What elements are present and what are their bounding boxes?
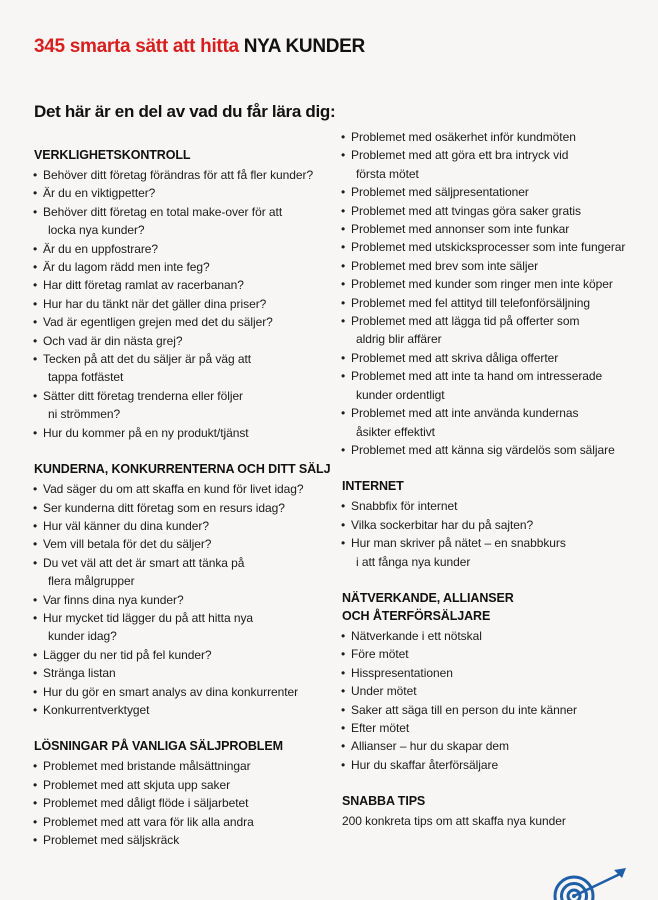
section-heading-line: KUNDERNA, KONKURRENTERNA OCH DITT SÄLJ [34,462,331,477]
list-item [342,294,642,312]
section-heading [34,737,334,755]
section-continued [342,128,642,459]
list-item-text: Hur du gör en smart analys av dina konkurrenter [43,684,299,699]
list-item-text: Är du en viktigpetter? [43,186,156,201]
tips-text: 200 konkreta tips om att skaffa nya kunder [342,814,566,829]
list-item [34,313,334,331]
list-item-text: Ser kunderna ditt företag som en resurs idag? [43,500,285,515]
list-item-text-continued: flera målgrupper [48,574,135,589]
section-heading-line: NÄTVERKANDE, ALLIANSER [342,590,514,605]
list-item-text: Vilka sockerbitar har du på sajten? [351,517,534,532]
list-item-text: Problemet med att göra ett bra intryck vid [351,148,569,163]
list-item [342,719,642,737]
list-item-text: Problemet med att tvingas göra saker gratis [351,203,581,218]
list-item-text: Under mötet [351,684,417,699]
list-item-text: Problemet med säljpresentationer [351,185,529,200]
list-item [342,275,642,293]
list-item-text: Hur du kommer på en ny produkt/tjänst [43,425,249,440]
list-item [34,350,334,387]
list-item-text: Problemet med att skriva dåliga offerter [351,350,559,365]
list-item-text: Och vad är din nästa grej? [43,333,183,348]
section-heading [342,477,642,495]
list-item [34,813,334,831]
list-item [34,203,334,240]
left-column [34,146,334,867]
list-item-text: Behöver ditt företag förändras för att få fler kunder? [43,168,314,182]
list-item [342,534,642,571]
section-heading [34,460,334,478]
list-item-text: Problemet med utskicksprocesser som inte fungerar [351,240,626,255]
list-item-text: Var finns dina nya kunder? [43,592,184,607]
list-item [342,497,642,515]
list-item-text: Sätter ditt företag trenderna eller följer [43,388,244,403]
section-verklighetskontroll [34,146,334,442]
list-item [34,499,334,517]
list-item [342,146,642,183]
list-item [34,258,334,276]
list-item-text: Har ditt företag ramlat av racerbanan? [43,278,244,293]
list-item-text: Efter mötet [351,720,410,735]
list-item [342,404,642,441]
bullet-list [34,480,334,719]
list-item-text: Hisspresentationen [351,665,453,680]
list-item-text: Är du en uppfostrare? [43,241,159,256]
list-item [342,183,642,201]
list-item [34,166,334,184]
page-title [34,36,365,58]
list-item-text: Vad säger du om att skaffa en kund för livet idag? [43,482,304,497]
section-kunderna-konkurrenterna-och-ditt-salj [34,460,334,719]
list-item [34,757,334,775]
list-item [34,776,334,794]
list-item-text-continued: aldrig blir affärer [356,332,442,347]
list-item [34,240,334,258]
list-item-text: Stränga listan [43,666,116,681]
list-item-text-continued: kunder ordentligt [356,387,445,402]
section-heading-line: OCH ÅTERFÖRSÄLJARE [342,608,491,623]
list-item-text: Problemet med säljskräck [43,833,180,847]
list-item [34,535,334,553]
list-item-text-continued: i att fånga nya kunder [356,554,471,569]
list-item-text: Problemet med att inte ta hand om intresserade [351,369,603,384]
list-item [342,441,642,459]
list-item-text: Problemet med brev som inte säljer [351,258,539,273]
list-item [342,128,642,146]
section-heading-line: LÖSNINGAR PÅ VANLIGA SÄLJPROBLEM [34,739,283,754]
section-heading-line: VERKLIGHETSKONTROLL [34,148,191,162]
list-item [342,737,642,755]
list-item-text: Problemet med att inte använda kundernas [351,406,579,421]
list-item-text: Problemet med osäkerhet inför kundmöten [351,130,576,144]
list-item [34,831,334,849]
list-item [342,627,642,645]
list-item-text: Tecken på att det du säljer är på väg att [43,352,252,367]
section-snabba-tips [342,792,642,830]
section-heading-line: INTERNET [342,479,404,494]
section-heading [342,589,642,625]
list-item [34,424,334,442]
list-item-text: Hur man skriver på nätet – en snabbkurs [351,536,566,551]
list-item [34,554,334,591]
list-item [342,349,642,367]
list-item [34,683,334,701]
list-item-text: Problemet med att lägga tid på offerter som [351,314,580,329]
list-item [34,609,334,646]
list-item-text: Konkurrentverktyget [43,702,150,717]
bullet-list [342,497,642,571]
bullet-list [342,627,642,774]
list-item-text: Vad är egentligen grejen med det du säljer? [43,315,273,330]
list-item-text-continued: tappa fotfästet [48,370,124,385]
list-item [342,202,642,220]
list-item [34,591,334,609]
list-item-text: Problemet med dåligt flöde i säljarbetet [43,796,249,811]
list-item [342,238,642,256]
list-item-text: Vem vill betala för det du säljer? [43,537,212,552]
bullet-list [34,166,334,442]
section-heading: SNABBA TIPS [342,794,426,809]
list-item [34,517,334,535]
list-item-text: Före mötet [351,647,409,662]
section-heading [34,146,334,164]
list-item [342,367,642,404]
list-item [34,184,334,202]
list-item-text-continued: åsikter effektivt [356,424,435,439]
section-losningar-pa-vanliga-saljproblem [34,737,334,849]
list-item-text: Problemet med att känna sig värdelös som säljare [351,442,615,457]
bullet-list [342,128,642,459]
list-item-text: Problemet med att vara för lik alla andra [43,814,254,829]
section-natverkande-allianser-och-aterforsaljare [342,589,642,774]
bullet-list [34,757,334,849]
list-item [342,257,642,275]
list-item-text: Hur du skaffar återförsäljare [351,757,499,772]
list-item-text-continued: ni strömmen? [48,407,121,422]
list-item-text: Problemet med bristande målsättningar [43,759,251,774]
list-item-text: Lägger du ner tid på fel kunder? [43,647,212,662]
list-item [34,701,334,719]
list-item [342,516,642,534]
list-item-text: Problemet med att skjuta upp saker [43,777,231,792]
list-item-text-continued: kunder idag? [48,629,117,644]
list-item-text: Nätverkande i ett nötskal [351,628,482,643]
list-item-text: Hur mycket tid lägger du på att hitta nya [43,610,254,625]
list-item [342,220,642,238]
title-red-part: 345 smarta sätt att hitta [34,36,239,57]
list-item [34,276,334,294]
list-item-text: Problemet med fel attityd till telefonförsäljning [351,295,591,310]
list-item [34,664,334,682]
list-item-text: Är du lagom rädd men inte feg? [43,260,210,275]
list-item-text: Allianser – hur du skapar dem [351,739,509,754]
list-item-text: Snabbfix för internet [351,499,458,514]
list-item-text-continued: första mötet [356,166,419,181]
title-black-part: NYA KUNDER [243,36,365,57]
page-subtitle: Det här är en del av vad du får lära dig: [34,102,336,121]
list-item [342,664,642,682]
list-item [34,332,334,350]
target-arrow-icon [552,866,630,900]
list-item [342,682,642,700]
list-item [342,312,642,349]
list-item [34,387,334,424]
list-item [34,646,334,664]
list-item-text: Saker att säga till en person du inte känner [351,702,577,717]
list-item [34,480,334,498]
list-item-text: Behöver ditt företag en total make-over för att [43,204,283,219]
list-item-text: Hur väl känner du dina kunder? [43,518,209,533]
section-internet [342,477,642,571]
list-item [34,295,334,313]
list-item-text-continued: locka nya kunder? [48,223,145,238]
list-item [342,645,642,663]
list-item-text: Problemet med kunder som ringer men inte köper [351,277,613,292]
list-item [34,794,334,812]
list-item-text: Du vet väl att det är smart att tänka på [43,555,245,570]
list-item-text: Hur har du tänkt när det gäller dina priser? [43,296,267,311]
list-item [342,756,642,774]
list-item-text: Problemet med annonser som inte funkar [351,222,570,237]
list-item [342,701,642,719]
right-sections [342,128,642,774]
right-column [342,128,642,849]
